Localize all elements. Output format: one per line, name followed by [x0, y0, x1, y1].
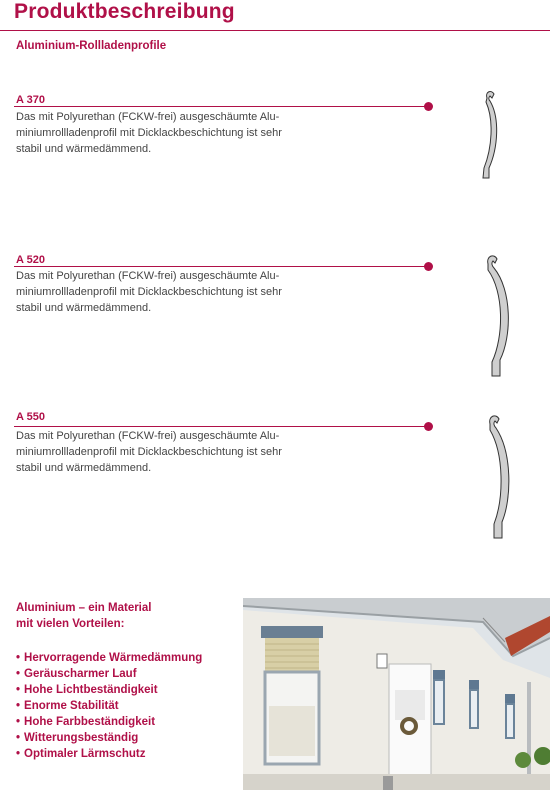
- advantage-label: Enorme Stabilität: [24, 700, 119, 712]
- profile-leader-line: [14, 266, 428, 267]
- profile-cross-section-drawing: [470, 88, 510, 180]
- description-line: stabil und wärmedämmend.: [16, 302, 152, 314]
- page-title: Produktbeschreibung: [14, 0, 235, 23]
- page-subtitle: Aluminium-Rollladenprofile: [16, 40, 167, 52]
- description-line: miniumrollladenprofil mit Dicklackbeschichtung ist sehr: [16, 446, 282, 458]
- list-item: [16, 746, 202, 762]
- list-item: [16, 666, 202, 682]
- description-line: stabil und wärmedämmend.: [16, 143, 152, 155]
- profile-leader-dot: [424, 102, 433, 111]
- profile-leader-dot: [424, 262, 433, 271]
- advantage-label: Hervorragende Wärmedämmung: [24, 652, 203, 664]
- house-illustration: [243, 598, 550, 790]
- bullet: •: [16, 716, 21, 728]
- list-item: [16, 714, 202, 730]
- bullet: •: [16, 668, 21, 680]
- list-item: [16, 650, 202, 666]
- profile-leader-line: [14, 106, 428, 107]
- advantages-heading-line: mit vielen Vorteilen:: [16, 618, 125, 630]
- bullet: •: [16, 748, 21, 760]
- profile-name: A 550: [16, 411, 45, 423]
- profile-name: A 520: [16, 254, 45, 266]
- house-photo: [243, 598, 550, 790]
- description-line: Das mit Polyurethan (FCKW-frei) ausgeschäumte Alu-: [16, 270, 280, 282]
- list-item: [16, 682, 202, 698]
- description-line: Das mit Polyurethan (FCKW-frei) ausgeschäumte Alu-: [16, 111, 280, 123]
- description-line: Das mit Polyurethan (FCKW-frei) ausgeschäumte Alu-: [16, 430, 280, 442]
- advantage-label: Witterungsbeständig: [24, 732, 139, 744]
- profile-leader-line: [14, 426, 428, 427]
- advantage-label: Optimaler Lärmschutz: [24, 748, 146, 760]
- profile-name: A 370: [16, 94, 45, 106]
- description-line: miniumrollladenprofil mit Dicklackbeschichtung ist sehr: [16, 127, 282, 139]
- profile-description: [16, 109, 316, 157]
- profile-cross-section-drawing: [478, 252, 528, 380]
- bullet: •: [16, 700, 21, 712]
- advantage-label: Hohe Lichtbeständigkeit: [24, 684, 158, 696]
- profile-leader-dot: [424, 422, 433, 431]
- advantages-heading: [16, 600, 151, 632]
- advantage-label: Geräuscharmer Lauf: [24, 668, 137, 680]
- advantage-label: Hohe Farbbeständigkeit: [24, 716, 156, 728]
- bullet: •: [16, 732, 21, 744]
- advantages-list: [16, 650, 202, 762]
- bullet: •: [16, 684, 21, 696]
- list-item: [16, 730, 202, 746]
- profile-description: [16, 428, 316, 476]
- list-item: [16, 698, 202, 714]
- description-line: miniumrollladenprofil mit Dicklackbeschichtung ist sehr: [16, 286, 282, 298]
- advantages-heading-line: Aluminium – ein Material: [16, 602, 152, 614]
- profile-description: [16, 268, 316, 316]
- title-rule: [0, 30, 550, 31]
- profile-cross-section-drawing: [482, 412, 528, 542]
- bullet: •: [16, 652, 21, 664]
- description-line: stabil und wärmedämmend.: [16, 462, 152, 474]
